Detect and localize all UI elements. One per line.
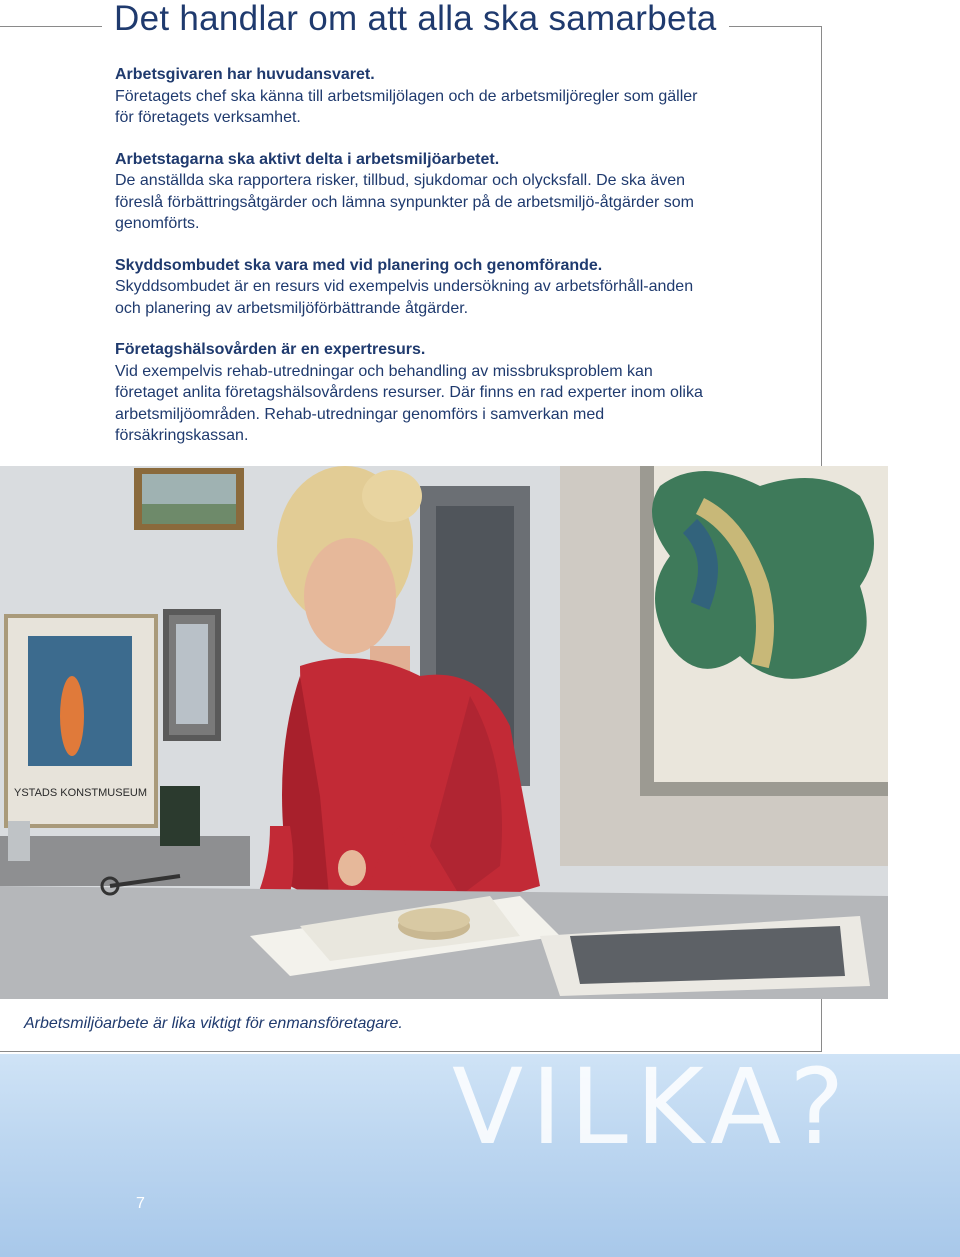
page-number: 7 — [136, 1195, 145, 1212]
text-block-employees — [115, 149, 715, 235]
poster-text: YSTADS KONSTMUSEUM — [14, 787, 148, 799]
photo-caption: Arbetsmiljöarbete är lika viktigt för enmansföretagare. — [24, 1015, 403, 1032]
photo-artisan-at-work — [0, 466, 888, 999]
content-text — [115, 64, 715, 467]
block-heading: Arbetstagarna ska aktivt delta i arbetsmiljöarbetet. — [115, 150, 500, 168]
block-body: Vid exempelvis rehab-utredningar och behandling av missbruksproblem kan företaget anlita företagshälsovårdens resurser. Där finns en rad experter inom olika arbetsmiljöområden. Rehab-utredningar genomförs i samverkan med försäkringskassan. — [115, 362, 703, 444]
block-heading: Företagshälsovården är en expertresurs. — [115, 341, 426, 358]
text-block-health-service — [115, 339, 715, 447]
block-body: De anställda ska rapportera risker, tillbud, sjukdomar och olycksfall. De ska även föreslå förbättringsåtgärder och lämna synpunkter på de arbetsmiljö-åtgärder som genomförts. — [115, 172, 694, 232]
page-title: Det handlar om att alla ska samarbeta — [114, 0, 717, 38]
block-body: Företagets chef ska känna till arbetsmiljölagen och de arbetsmiljöregler som gäller för företagets verksamhet. — [115, 87, 698, 126]
text-block-employer — [115, 64, 715, 129]
text-block-safety-rep — [115, 255, 715, 320]
block-heading: Arbetsgivaren har huvudansvaret. — [115, 66, 375, 83]
title-wrap — [102, 0, 729, 40]
block-body: Skyddsombudet är en resurs vid exempelvis undersökning av arbetsförhåll-anden och planering av arbetsmiljöförbättrande åtgärder. — [115, 278, 694, 317]
block-heading: Skyddsombudet ska vara med vid planering och genomförande. — [115, 256, 603, 274]
watermark-text: VILKA? — [452, 1046, 853, 1168]
